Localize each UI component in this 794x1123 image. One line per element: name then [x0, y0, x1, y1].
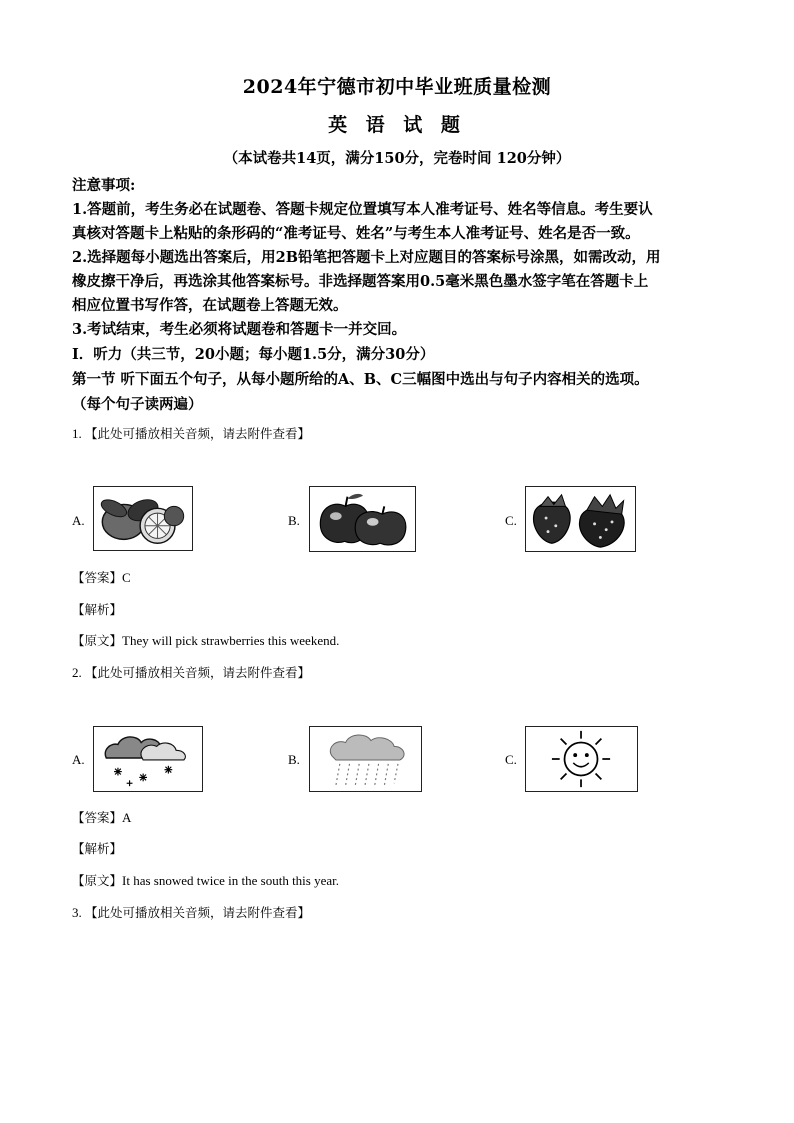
- original-tag: 【原文】: [72, 633, 123, 648]
- original-text: They will pick strawberries this weekend.: [122, 633, 340, 648]
- q1-original-line: [72, 631, 339, 649]
- snow-cloud-icon: [94, 727, 202, 791]
- apple-icon: [310, 487, 415, 551]
- q2-answer-line: [72, 808, 131, 826]
- part1-instruction: 第一节 听下面五个句子，从每小题所给的A、B、C三幅图中选出与句子内容相关的选项。: [72, 371, 649, 388]
- option-label-a: A.: [72, 752, 85, 767]
- analysis-tag: 【解析】: [72, 841, 123, 856]
- answer-tag: 【答案】: [72, 570, 123, 585]
- notice-line-2: 真核对答题卡上粘贴的条形码的“准考证号、姓名”与考生本人准考证号、姓名是否一致。: [72, 225, 640, 242]
- original-text: It has snowed twice in the south this year.: [122, 873, 340, 888]
- notice-line-1: 1.答题前，考生务必在试题卷、答题卡规定位置填写本人准考证号、姓名等信息。考生要认: [72, 201, 653, 218]
- question-2: [72, 663, 310, 681]
- answer-tag: 【答案】: [72, 810, 123, 825]
- q2-analysis-line: [72, 839, 122, 857]
- notice-line-6: 3.考试结束，考生必须将试题卷和答题卡一并交回。: [72, 321, 407, 338]
- q2-original-line: [72, 871, 339, 889]
- original-tag: 【原文】: [72, 873, 123, 888]
- audio-link[interactable]: 【此处可播放相关音频，请去附件查看】: [85, 426, 311, 441]
- option-b-image[interactable]: [309, 726, 422, 792]
- orange-icon: [94, 487, 192, 550]
- analysis-tag: 【解析】: [72, 602, 123, 617]
- option-c-image[interactable]: [525, 726, 638, 792]
- question-number: 1.: [72, 426, 82, 441]
- q1-analysis-line: [72, 600, 122, 618]
- section-heading: Ⅰ．听力（共三节，20小题；每小题1.5分，满分30分）: [72, 346, 435, 363]
- audio-link[interactable]: 【此处可播放相关音频，请去附件查看】: [85, 665, 311, 680]
- subject-title: 英 语 试 题: [328, 114, 466, 136]
- q1-answer-line: [72, 568, 131, 586]
- strawberry-icon: [526, 487, 635, 551]
- question-number: 3.: [72, 905, 82, 920]
- option-a-image[interactable]: [93, 726, 203, 792]
- option-a-image[interactable]: [93, 486, 193, 551]
- rain-cloud-icon: [310, 727, 421, 791]
- sun-icon: [526, 727, 637, 791]
- option-label-b: B.: [288, 752, 300, 767]
- exam-info: （本试卷共14页，满分150分，完卷时间 120分钟）: [223, 150, 571, 167]
- question-3: [72, 903, 310, 921]
- option-label-b: B.: [288, 513, 300, 528]
- option-c-image[interactable]: [525, 486, 636, 552]
- exam-title: 2024年宁德市初中毕业班质量检测: [242, 76, 552, 98]
- part1-note: （每个句子读两遍）: [72, 396, 203, 413]
- option-label-a: A.: [72, 513, 85, 528]
- audio-link[interactable]: 【此处可播放相关音频，请去附件查看】: [85, 905, 311, 920]
- option-label-c: C.: [505, 513, 517, 528]
- notice-heading: 注意事项:: [72, 177, 136, 194]
- answer-value: A: [122, 810, 132, 825]
- notice-line-4: 橡皮擦干净后，再选涂其他答案标号。非选择题答案用0.5毫米黑色墨水签字笔在答题卡上: [72, 273, 649, 290]
- answer-value: C: [122, 570, 131, 585]
- option-label-c: C.: [505, 752, 517, 767]
- question-1: [72, 424, 310, 442]
- notice-line-3: 2.选择题每小题选出答案后，用2B铅笔把答题卡上对应题目的答案标号涂黑，如需改动，用: [72, 249, 661, 266]
- notice-line-5: 相应位置书写作答，在试题卷上答题无效。: [72, 297, 348, 314]
- question-number: 2.: [72, 665, 82, 680]
- option-b-image[interactable]: [309, 486, 416, 552]
